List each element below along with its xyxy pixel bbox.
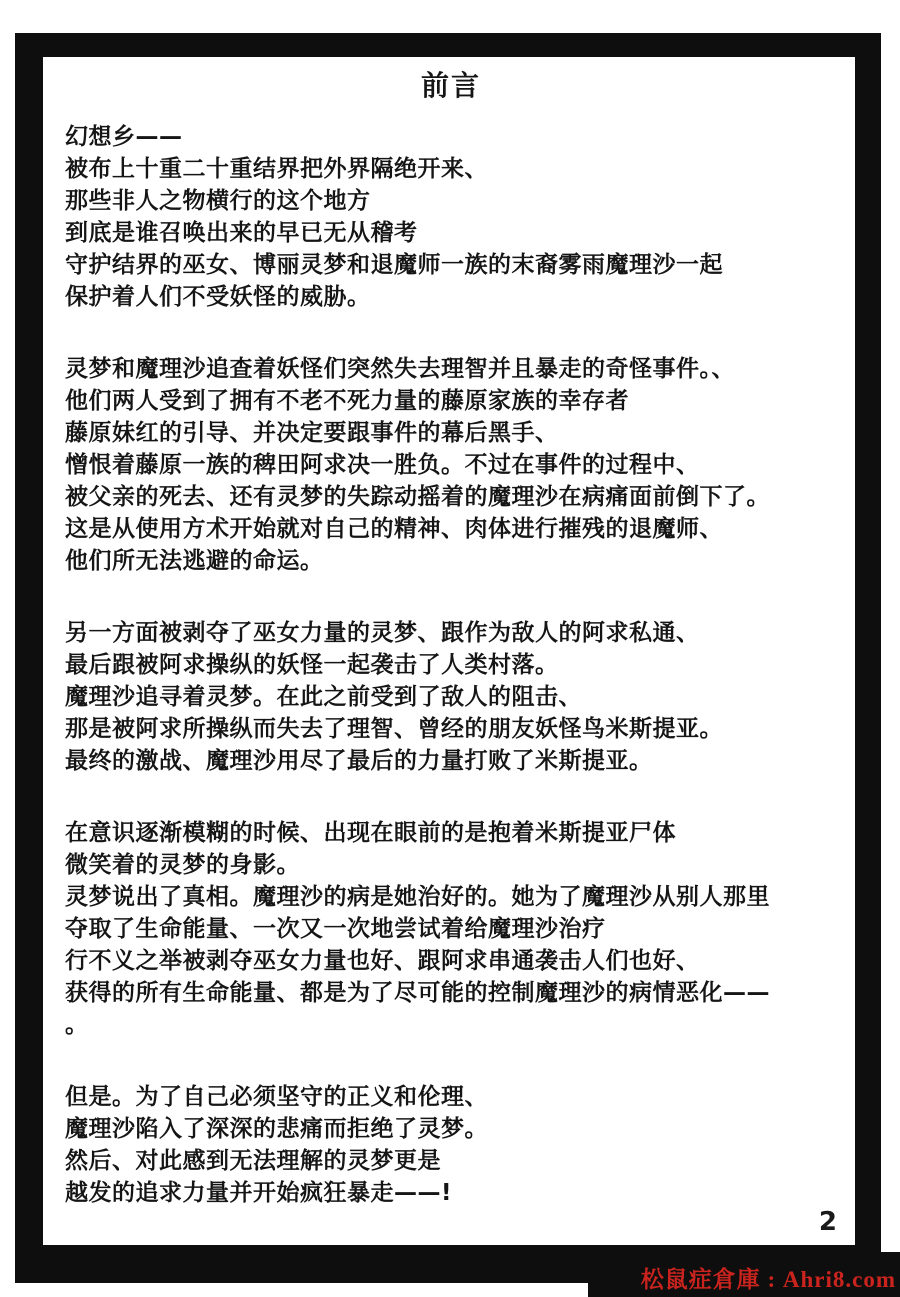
paragraph-1 [65,121,837,313]
text-line: 魔理沙追寻着灵梦。在此之前受到了敌人的阻击、 [65,684,582,710]
text-line: 但是。为了自己必须坚守的正义和伦理、 [65,1084,488,1110]
text-line: 然后、对此感到无法理解的灵梦更是 [65,1148,441,1174]
watermark-text: 松鼠症倉庫 : Ahri8.com [640,1267,896,1292]
text-line: 憎恨着藤原一族的稗田阿求决一胜负。不过在事件的过程中、 [65,452,700,478]
text-line: 灵梦和魔理沙追查着妖怪们突然失去理智并且暴走的奇怪事件。、 [65,356,735,382]
text-line: 获得的所有生命能量、都是为了尽可能的控制魔理沙的病情恶化—— [65,980,770,1006]
text-line: 保护着人们不受妖怪的威胁。 [65,284,371,310]
text-line: 那是被阿求所操纵而失去了理智、曾经的朋友妖怪鸟米斯提亚。 [65,716,723,742]
paragraph-4 [65,817,837,1041]
text-line: 。 [65,1012,89,1038]
page-title: 前言 [420,69,481,102]
text-line: 微笑着的灵梦的身影。 [65,852,300,878]
page-content-area [43,57,855,1245]
text-line: 夺取了生命能量、一次又一次地尝试着给魔理沙治疗 [65,916,606,942]
text-line: 魔理沙陷入了深深的悲痛而拒绝了灵梦。 [65,1116,488,1142]
text-line: 被布上十重二十重结界把外界隔绝开来、 [65,156,488,182]
text-line: 他们所无法逃避的命运。 [65,548,324,574]
page-number: 2 [818,1207,837,1237]
paragraph-2 [65,353,837,577]
text-line: 被父亲的死去、还有灵梦的失踪动摇着的魔理沙在病痛面前倒下了。 [65,484,770,510]
text-line: 藤原妹红的引导、并决定要跟事件的幕后黑手、 [65,420,559,446]
preface-text-block [43,57,855,1249]
text-line: 行不义之举被剥夺巫女力量也好、跟阿求串通袭击人们也好、 [65,948,700,974]
text-line: 他们两人受到了拥有不老不死力量的藤原家族的幸存者 [65,388,629,414]
text-line: 最后跟被阿求操纵的妖怪一起袭击了人类村落。 [65,652,559,678]
text-line: 守护结界的巫女、博丽灵梦和退魔师一族的末裔雾雨魔理沙一起 [65,252,723,278]
text-line: 在意识逐渐模糊的时候、出现在眼前的是抱着米斯提亚尸体 [65,820,676,846]
page-border-frame [15,33,881,1283]
paragraph-3 [65,617,837,777]
paragraph-5 [65,1081,837,1209]
text-line: 另一方面被剥夺了巫女力量的灵梦、跟作为敌人的阿求私通、 [65,620,700,646]
text-line: 这是从使用方术开始就对自己的精神、肉体进行摧残的退魔师、 [65,516,723,542]
text-line: 那些非人之物横行的这个地方 [65,188,371,214]
text-line: 幻想乡—— [65,124,183,150]
text-line: 到底是谁召唤出来的早已无从稽考 [65,220,418,246]
text-line: 灵梦说出了真相。魔理沙的病是她治好的。她为了魔理沙从别人那里 [65,884,770,910]
text-line: 最终的激战、魔理沙用尽了最后的力量打败了米斯提亚。 [65,748,653,774]
text-line: 越发的追求力量并开始疯狂暴走——! [65,1180,452,1206]
